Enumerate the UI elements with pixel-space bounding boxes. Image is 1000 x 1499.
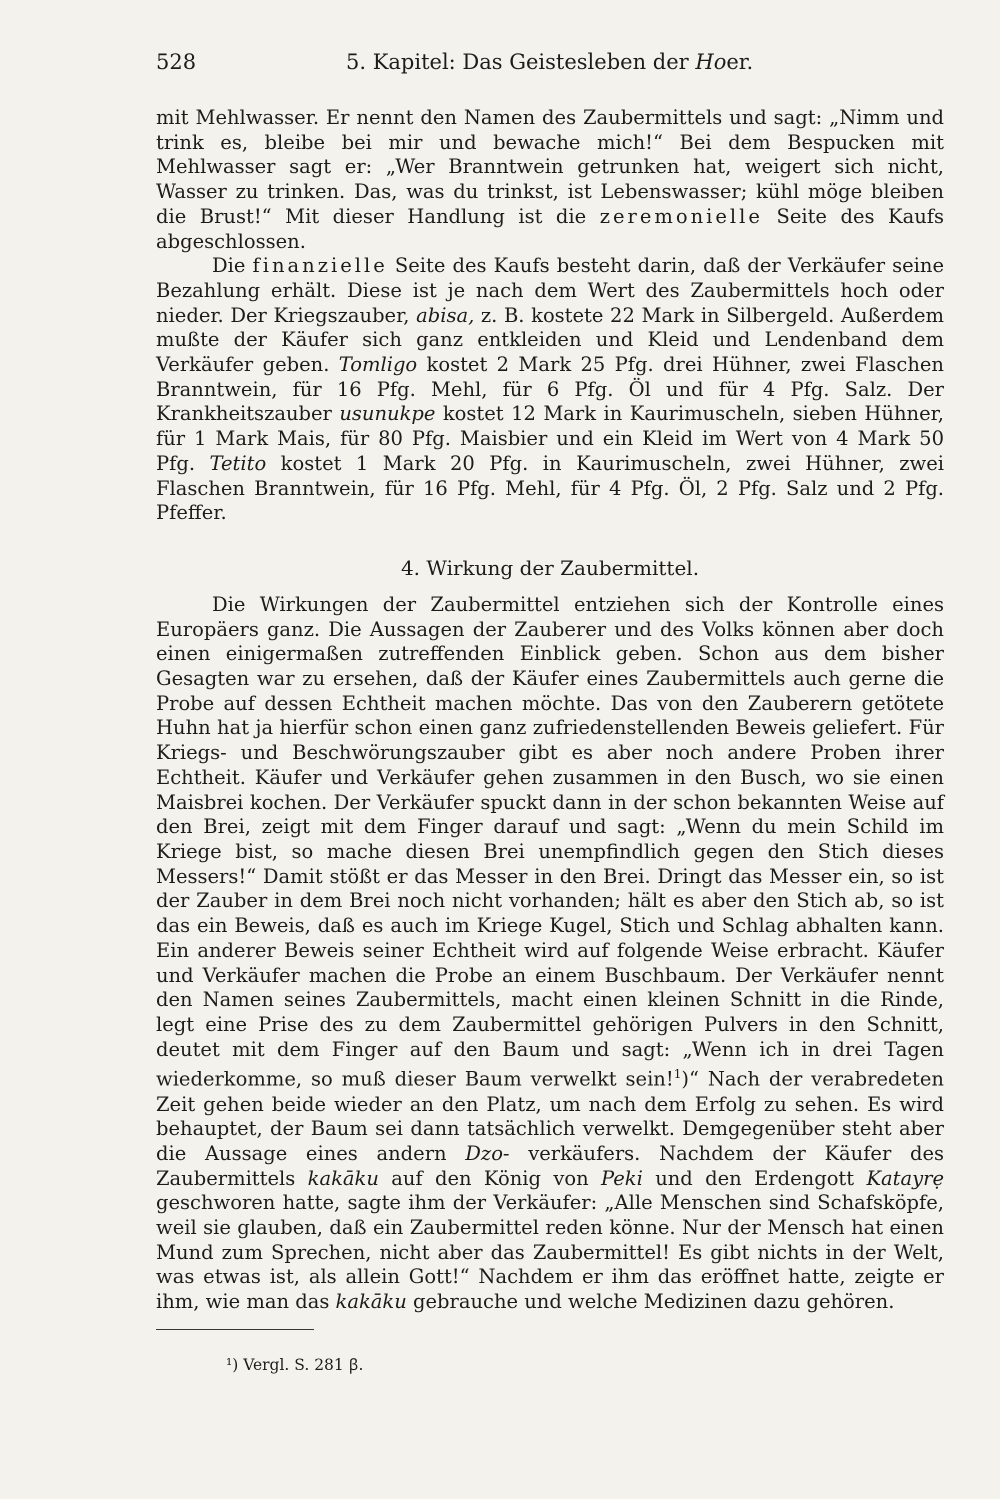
body-text: [156, 106, 944, 1315]
paragraph-3-text-f: geschworen hatte, sagte ihm der Verkäufer: „Alle Menschen sind Schafsköpfe, weil sie glauben, daß ein Zaubermittel reden könne. Nur der Mensch hat einen Mund zum Sprechen, nicht aber das Zaubermittel! Es gibt nichts in der Welt, was etwas ist, als allein Gott!“ Nachdem er ihm das eröffnet hatte, zeigte er ihm, wie man das: [156, 1191, 944, 1314]
page-number: 528: [156, 50, 197, 74]
paragraph-2-text-f: kostet 1 Mark 20 Pfg. in Kaurimuscheln, zwei Hühner, zwei Flaschen Branntwein, für 16 Pfg. Mehl, für 4 Pfg. Öl, 2 Pfg. Salz und 2 Pfg. Pfeffer.: [156, 451, 944, 525]
paragraph-1-spaced-term: zeremonielle: [599, 204, 763, 228]
book-page: [156, 48, 944, 1375]
italic-term-kakaku-2: kakāku: [335, 1290, 407, 1314]
paragraph-1-text-b: Seite des Kaufs abgeschlossen.: [156, 204, 944, 253]
footnote: [226, 1355, 944, 1375]
italic-term-tomligo: Tomligo: [338, 353, 418, 377]
paragraph-3-text-b: )“ Nach der verabredeten Zeit gehen beide wieder an den Platz, um nach dem Erfolg zu sehen. Es wird behauptet, der Baum sei dann tatsächlich verwelkt. Demgegenüber steht aber die Aussage eines andern: [156, 1067, 944, 1165]
running-title-text: 5. Kapitel: Das Geistesleben der: [346, 50, 696, 74]
running-title: [346, 48, 753, 76]
italic-term-peki: Peki: [601, 1166, 643, 1190]
italic-term-abisa: abisa,: [416, 303, 475, 327]
italic-term-tetito: Tetito: [209, 451, 267, 475]
paragraph-3-text-g: gebrauche und welche Medizinen dazu gehören.: [406, 1290, 895, 1314]
italic-term-dzo: Dzo-: [465, 1141, 510, 1165]
paragraph-1-text-a: mit Mehlwasser. Er nennt den Namen des Zaubermittels und sagt: „Nimm und trink es, bleibe bei mir und bewache mich!“ Bei dem Bespucken mit Mehlwasser sagt er: „Wer Branntwein getrunken hat, weigert sich nicht, Wasser zu trinken. Das, was du trinkst, ist Lebenswasser; kühl möge bleiben die Brust!“ Mit dieser Handlung ist die: [156, 106, 944, 228]
running-title-italic: Ho: [695, 50, 727, 74]
paragraph-2-spaced-term: finanzielle: [252, 254, 388, 278]
paragraph-1: [156, 106, 944, 254]
footnote-mark: ¹): [226, 1355, 239, 1374]
footnote-divider: [156, 1329, 314, 1330]
paragraph-2-text-a: Die: [212, 254, 253, 278]
paragraph-2-text-c: z. B. kostete 22 Mark in Silbergeld. Außerdem mußte der Käufer sich ganz entkleiden und Kleid und Lendenband dem Verkäufer geben.: [156, 303, 944, 377]
paragraph-2: [156, 254, 944, 526]
paragraph-3: [156, 593, 944, 1315]
running-head: [156, 48, 944, 76]
paragraph-3-text-d: auf den König von: [378, 1166, 601, 1190]
footnote-text: Vergl. S. 281 ꞵ.: [238, 1355, 364, 1374]
section-heading: 4. Wirkung der Zaubermittel.: [400, 555, 700, 580]
italic-term-katayre: Katayrẹ: [866, 1166, 944, 1190]
running-title-end: er.: [726, 50, 754, 74]
italic-term-kakaku: kakāku: [307, 1166, 379, 1190]
paragraph-3-text-e: und den Erdengott: [642, 1166, 867, 1190]
paragraph-3-text-a: Die Wirkungen der Zaubermittel entziehen sich der Kontrolle eines Europäers ganz. Die Aussagen der Zauberer und des Volks können aber doch einen einigermaßen zutreffenden Einblick geben. Schon aus dem bisher Gesagten war zu ersehen, daß der Käufer eines Zaubermittels auch gerne die Probe auf dessen Echtheit machen möchte. Das von den Zauberern getötete Huhn hat ja hierfür schon einen ganz zufriedenstellenden Beweis geliefert. Für Kriegs- und Beschwörungszauber gibt es aber noch andere Proben ihrer Echtheit. Käufer und Verkäufer gehen zusammen in den Busch, wo sie einen Maisbrei kochen. Der Verkäufer spuckt dann in der schon bekannten Weise auf den Brei, zeigt mit dem Finger darauf und sagt: „Wenn du mein Schild im Kriege bist, so mache diesen Brei unempfindlich gegen den Stich dieses Messers!“ Damit stößt er das Messer in den Brei. Dringt das Messer ein, so ist der Zauber in dem Brei noch nicht vorhanden; hält es aber den Stich ab, so ist das ein Beweis, daß es auch im Kriege Kugel, Stich und Schlag abhalten kann. Ein anderer Beweis seiner Echtheit wird auf folgende Weise erbracht. Käufer und Verkäufer machen die Probe an einem Buschbaum. Der Verkäufer nennt den Namen seines Zaubermittels, macht einen kleinen Schnitt in die Rinde, legt eine Prise des zu dem Zaubermittel gehörigen Pulvers in den Schnitt, deutet mit dem Finger auf den Baum und sagt: „Wenn ich in drei Tagen wiederkomme, so muß dieser Baum verwelkt sein!: [156, 592, 944, 1091]
footnote-reference: 1: [673, 1067, 682, 1082]
paragraph-3-text-c: verkäufers. Nachdem der Käufer des Zaubermittels: [156, 1141, 945, 1190]
paragraph-2-text-b: Seite des Kaufs besteht darin, daß der Verkäufer seine Bezahlung erhält. Diese ist je nach dem Wert des Zaubermittels hoch oder nieder. Der Kriegszauber,: [156, 254, 945, 327]
italic-term-usunukpe: usunukpe: [339, 402, 436, 426]
paragraph-2-text-d: kostet 2 Mark 25 Pfg. drei Hühner, zwei Flaschen Branntwein, für 16 Pfg. Mehl, für 6 Pfg. Öl und für 4 Pfg. Salz. Der Krankheitszauber: [156, 353, 944, 426]
paragraph-2-text-e: kostet 12 Mark in Kaurimuscheln, sieben Hühner, für 1 Mark Mais, für 80 Pfg. Maisbier und ein Kleid im Wert von 4 Mark 50 Pfg.: [156, 402, 944, 475]
